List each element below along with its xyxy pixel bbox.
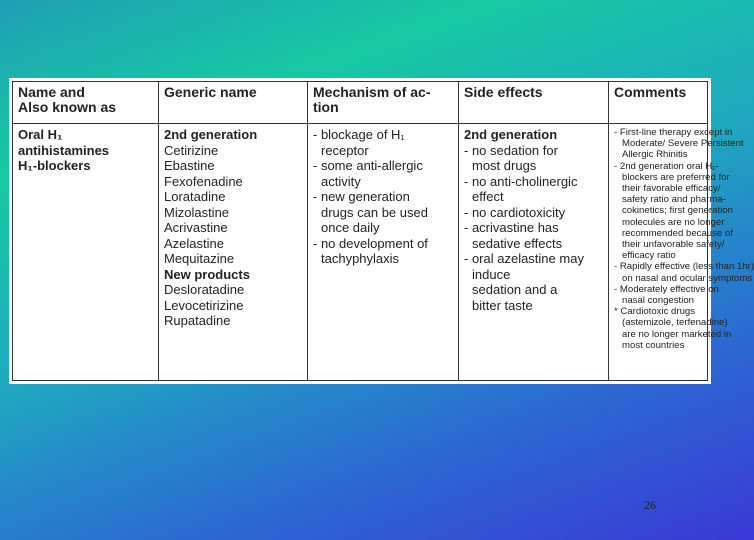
drug-name: Mizolastine [164,204,230,220]
generic-heading: 2nd generation [164,127,258,142]
page-number: 26 [644,498,656,512]
side-effect-line: - oral azelastine may [464,251,584,266]
header-name [13,82,159,124]
comment-line: their unfavorable safety/ [622,239,725,251]
header-comments [609,82,708,124]
drug-name: Azelastine [164,235,224,251]
comment-line: Allergic Rhinitis [622,149,688,161]
comment-line: blockers are preferred for [622,171,730,183]
comment-line: cokinetics; first generation [622,205,733,217]
cell-generic-names [159,124,308,381]
drug-name: Ebastine [164,158,215,173]
mechanism-line: once daily [321,220,380,235]
mechanism-line: - no development of [313,235,428,251]
cell-side-effects [459,124,609,381]
side-effect-line: - no cardiotoxicity [464,204,566,220]
mechanism-line: drugs can be used [321,204,428,220]
side-effect-line: - no sedation for [464,142,558,158]
mechanism-line: receptor [321,142,369,158]
header-line: Generic name [164,84,257,100]
comment-line: nasal congestion [622,295,695,307]
drug-name: Cetirizine [164,142,219,158]
drug-name: Rupatadine [164,313,231,328]
header-line: Also known as [18,99,117,115]
side-effect-line: effect [472,189,504,204]
comment-line: (astemizole, terfenadine) [622,317,728,329]
comment-line: molecules are no longer [622,216,725,228]
comment-line: safety ratio and pharma- [622,194,726,206]
side-effect-line: most drugs [472,158,537,173]
comment-line: efficacy ratio [622,250,676,262]
side-effects-heading: 2nd generation [464,127,558,142]
name-line: Oral H₁ [18,127,63,142]
table-row [13,124,708,381]
cell-comments [609,124,754,381]
mechanism-line: - some anti-allergic [313,158,423,173]
mechanism-line: - blockage of H₁ [313,127,405,142]
comment-line: - Rapidly effective (less than 1hr) [614,261,754,273]
side-effect-line: sedation and a [472,282,558,297]
generic-heading: New products [164,266,250,282]
header-side-effects [459,82,609,124]
side-effect-line: bitter taste [472,297,533,313]
comment-line: recommended because of [622,227,733,239]
side-effect-line: - acrivastine has [464,220,559,235]
cell-name [13,124,159,381]
header-line: Mechanism of ac- [313,84,431,100]
header-generic-name [159,82,308,124]
drug-name: Levocetirizine [164,297,244,313]
header-line: tion [313,99,339,115]
name-line: antihistamines [18,142,110,158]
antihistamine-table [12,81,754,381]
comment-line: - 2nd generation oral H₁- [614,160,719,172]
side-effect-line: sedative effects [472,235,563,251]
drug-name: Mequitazine [164,251,235,266]
name-line: H₁-blockers [18,158,91,173]
side-effect-line: - no anti-cholinergic [464,173,578,189]
mechanism-line: - new generation [313,189,410,204]
comment-line: * Cardiotoxic drugs [614,306,696,318]
antihistamine-table-panel [9,78,754,384]
mechanism-line: activity [321,173,361,189]
header-line: Name and [18,84,85,100]
header-line: Side effects [464,84,543,100]
header-mechanism [308,82,459,124]
comment-line: most countries [622,339,685,351]
comment-line: Moderate/ Severe Persistent [622,138,744,150]
comment-line: - First-line therapy except in [614,127,733,138]
drug-name: Desloratadine [164,282,245,297]
side-effect-line: induce [472,266,511,282]
header-line: Comments [614,84,687,100]
comment-line: are no longer marketed in [622,328,732,340]
table-header-row [13,82,708,124]
drug-name: Acrivastine [164,220,228,235]
cell-mechanism [308,124,459,381]
comment-line: their favorable efficacy/ [622,183,721,195]
drug-name: Loratadine [164,189,226,204]
comment-line: - Moderately effective on [614,283,719,295]
comment-line: on nasal and ocular symptoms [622,272,753,284]
drug-name: Fexofenadine [164,173,243,189]
mechanism-line: tachyphylaxis [321,251,400,266]
